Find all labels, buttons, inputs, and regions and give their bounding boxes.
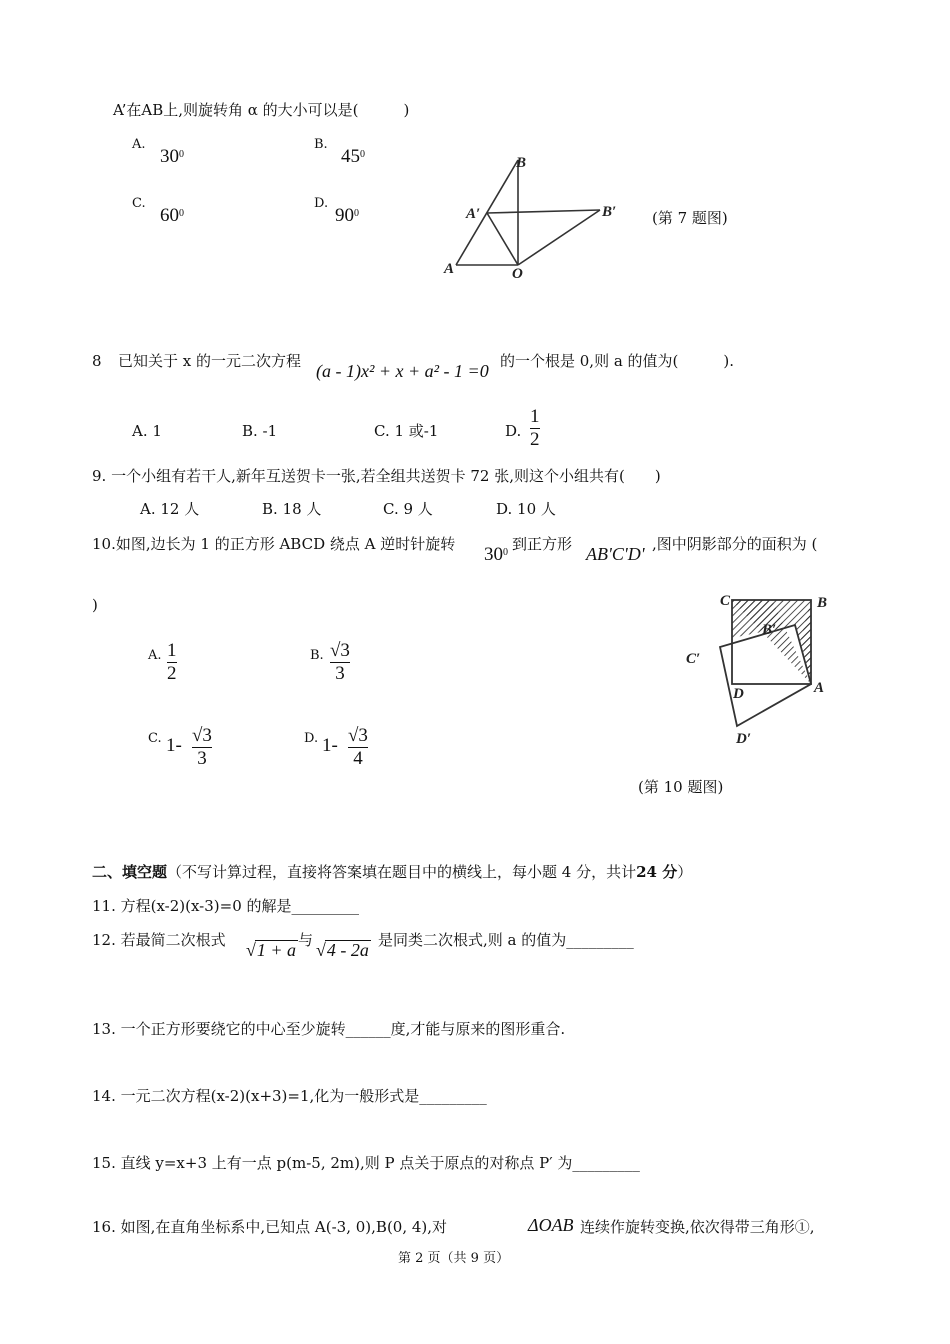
q10-option-c-pre: 1-: [166, 735, 182, 756]
q12-post: 是同类二次根式,则 a 的值为_________: [378, 931, 634, 949]
q8-option-a: A. 1: [132, 422, 162, 440]
q10-option-c-label: C.: [148, 731, 162, 746]
q7-option-a-value: $30^0$: [160, 146, 184, 167]
q13-text: 13. 一个正方形要绕它的中心至少旋转______度,才能与原来的图形重合.: [92, 1020, 566, 1038]
q10-point-a: A: [814, 680, 825, 696]
q10-square: AB'C'D': [586, 544, 645, 564]
q7-point-b-prime: B′: [602, 204, 617, 220]
q8-option-d-fraction: 1 2: [530, 406, 540, 450]
q16-post: 连续作旋转变换,依次得带三角形①,: [580, 1218, 815, 1236]
q7-figure: [430, 150, 630, 285]
q10-angle: $30^0$: [484, 544, 508, 565]
q10-figure: [680, 590, 840, 750]
q12-mid: 与: [298, 931, 314, 949]
q8-post: 的一个根是 0,则 a 的值为( ).: [500, 352, 735, 370]
q7-option-a-label: A.: [132, 137, 146, 152]
q10-point-d-prime: D′: [736, 731, 752, 747]
q16-triangle: ΔOAB: [528, 1215, 574, 1235]
section2-close: ）: [677, 863, 693, 881]
q7-point-b: B: [516, 155, 527, 171]
q14-text: 14. 一元二次方程(x-2)(x+3)=1,化为一般形式是_________: [92, 1087, 487, 1105]
q8-option-d-label: D.: [505, 422, 522, 440]
q8-option-b: B. -1: [242, 422, 278, 440]
q11-text: 11. 方程(x-2)(x-3)=0 的解是_________: [92, 897, 360, 915]
q10-pre: 10.如图,边长为 1 的正方形 ABCD 绕点 A 逆时针旋转: [92, 535, 456, 553]
q8-pre: 已知关于 x 的一元二次方程: [118, 352, 301, 370]
q12-radical-1: √1 + a: [246, 940, 297, 960]
section2-title: 二、填空题: [92, 863, 168, 881]
q7-option-d-value: $90^0$: [335, 205, 359, 226]
q10-option-a-label: A.: [148, 648, 162, 663]
q7-point-a: A: [444, 261, 455, 277]
q15-text: 15. 直线 y=x+3 上有一点 p(m-5, 2m),则 P 点关于原点的对称点 P′ 为_________: [92, 1154, 640, 1172]
page-footer: 第 2 页（共 9 页）: [398, 1251, 510, 1266]
q7-option-b-value: $45^0$: [341, 146, 365, 167]
q8-equation: (a - 1)x² + x + a² - 1 =0: [316, 361, 489, 381]
q16-pre: 16. 如图,在直角坐标系中,已知点 A(-3, 0),B(0, 4),对: [92, 1218, 448, 1236]
q9-option-c: C. 9 人: [383, 500, 433, 518]
q9-option-a: A. 12 人: [140, 500, 200, 518]
q10-close: ): [92, 596, 98, 614]
section2-note: （不写计算过程，直接将答案填在题目中的横线上，每小题 4 分，共计: [167, 863, 637, 881]
q7-caption: (第 7 题图): [652, 209, 728, 227]
q10-point-b: B: [817, 595, 828, 611]
q10-caption: (第 10 题图): [638, 778, 724, 796]
q12-radical-2: √4 - 2a: [316, 940, 369, 960]
q9-option-d: D. 10 人: [496, 500, 556, 518]
q7-text: A’在AB上,则旋转角 α 的大小可以是( ): [113, 101, 410, 119]
q10-option-d-fraction: √3 4: [348, 725, 368, 769]
section2-heading: [92, 863, 692, 881]
q10-option-c-fraction: √3 3: [192, 725, 212, 769]
q10-option-a-fraction: 1 2: [167, 640, 177, 684]
q10-option-b-fraction: √3 3: [330, 640, 350, 684]
q10-point-c: C: [720, 593, 731, 609]
q10-option-d-label: D.: [304, 731, 319, 746]
q8-option-c: C. 1 或-1: [374, 422, 439, 440]
q12-pre: 12. 若最简二次根式: [92, 931, 226, 949]
q9-text: 9. 一个小组有若干人,新年互送贺卡一张,若全组共送贺卡 72 张,则这个小组共有( ): [92, 467, 661, 485]
q7-option-b-label: B.: [314, 137, 328, 152]
q7-point-o: O: [512, 266, 523, 282]
q10-option-b-label: B.: [310, 648, 324, 663]
q7-point-a-prime: A′: [466, 206, 481, 222]
q10-point-b-prime: B′: [762, 622, 777, 638]
q7-option-d-label: D.: [314, 196, 329, 211]
q9-option-b: B. 18 人: [262, 500, 322, 518]
q7-option-c-label: C.: [132, 196, 146, 211]
q7-option-c-value: $60^0$: [160, 205, 184, 226]
q10-mid: 到正方形: [512, 535, 573, 553]
q10-option-d-pre: 1-: [322, 735, 338, 756]
section2-score: 24 分: [636, 863, 678, 881]
q8-number: 8: [92, 352, 102, 370]
q10-point-d: D: [733, 686, 744, 702]
q10-point-c-prime: C′: [686, 651, 701, 667]
q10-post: ,图中阴影部分的面积为 (: [652, 535, 818, 553]
